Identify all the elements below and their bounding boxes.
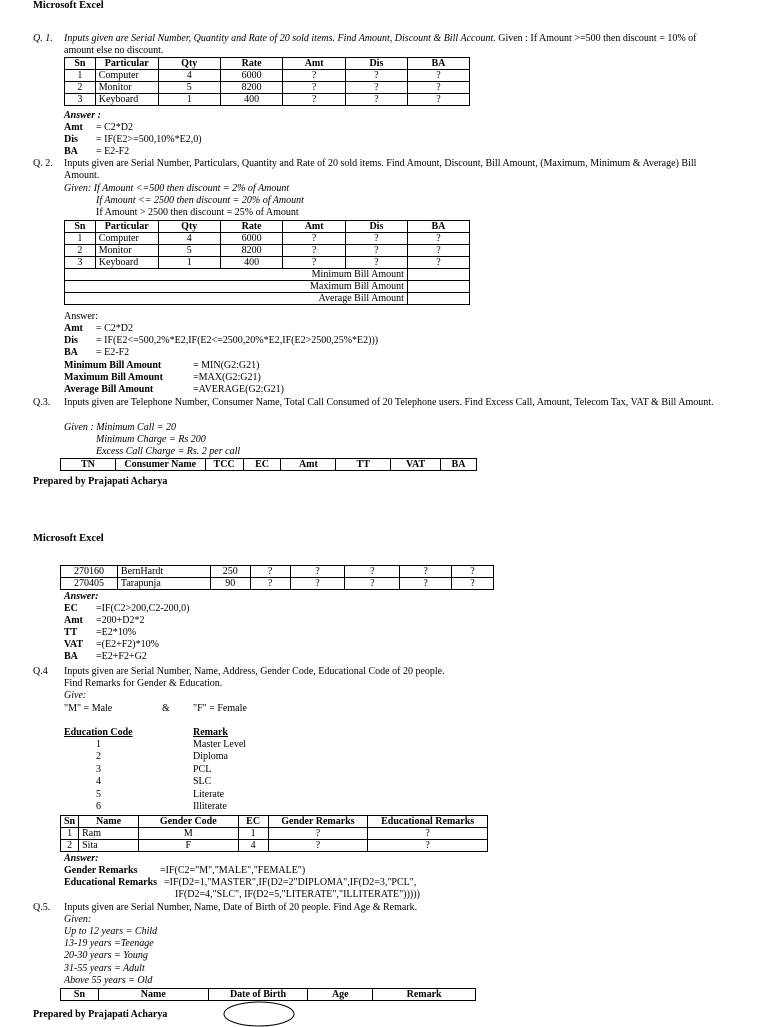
q1-cell: ?	[283, 94, 345, 106]
q1-answer-label: Answer :	[64, 110, 101, 121]
q5-header-cell: Remark	[373, 989, 476, 1001]
q5-given: Given:	[64, 914, 92, 925]
q1-cell: Computer	[95, 70, 158, 82]
q4-header-cell: EC	[238, 816, 268, 828]
q3-given-1: Given : Minimum Call = 20	[64, 422, 177, 433]
q4-code: 3	[96, 763, 101, 775]
q3-cell: 90	[210, 578, 250, 590]
q5-header-cell: Age	[308, 989, 373, 1001]
q2-cell: ?	[283, 257, 345, 269]
q1-text: Inputs given are Serial Number, Quantity and Rate of 20 sold items. Find Amount, Discount & Bill Account. Given : If Amount >=500 then discount = 10% of amount else no discount.	[64, 33, 697, 56]
q1-header-cell: Amt	[283, 58, 345, 70]
q2-cell: Monitor	[95, 245, 158, 257]
q2-text: Inputs given are Serial Number, Particulars, Quantity and Rate of 20 sold items. Find Amount, Discount, Bill Amount, (Maximum, Minimum & Average) Bill Amount.	[64, 158, 697, 181]
q4-edu-formula-2: IF(D2=4,"SLC", IF(D2=5,"LITERATE","ILLITERATE")))))	[175, 889, 420, 900]
q4-table-row	[61, 840, 488, 852]
q4-edu-formula-1: =IF(D2=1,"MASTER",IF(D2=2"DIPLOMA",IF(D2=3,"PCL",	[164, 877, 417, 888]
q1-answer-key: BA	[64, 146, 78, 157]
q1-cell: ?	[345, 70, 407, 82]
q2-given-2: If Amount <= 2500 then discount = 20% of Amount	[96, 195, 304, 206]
q3-answer-formula: =(E2+F2)*10%	[96, 639, 159, 650]
q5-given-line: 13-19 years =Teenage	[64, 938, 154, 950]
q5-given-line: Above 55 years = Old	[64, 974, 153, 986]
q5-given-line: 31-55 years = Adult	[64, 962, 145, 974]
q4-header-cell: Educational Remarks	[368, 816, 488, 828]
q4-cell: 1	[238, 828, 268, 840]
q3-cell: ?	[345, 578, 400, 590]
q4-table	[60, 815, 488, 852]
q2-header-cell: Qty	[158, 221, 220, 233]
q3-answer-formula: =IF(C2>200,C2-200,0)	[96, 603, 190, 614]
q1-cell: ?	[345, 82, 407, 94]
q2-header-cell: BA	[407, 221, 469, 233]
q3-cell: ?	[290, 566, 345, 578]
q4-cell: ?	[368, 828, 488, 840]
q4-code: 2	[96, 751, 101, 763]
q2-table-row	[65, 233, 470, 245]
q5-given-line: Up to 12 years = Child	[64, 926, 158, 937]
q1-cell: ?	[283, 70, 345, 82]
q4-cell: Sita	[79, 840, 139, 852]
q2-cell: ?	[345, 245, 407, 257]
q1-table-row	[65, 82, 470, 94]
q4-table-row	[61, 828, 488, 840]
q5-text: Inputs given are Serial Number, Name, Date of Birth of 20 people. Find Age & Remark.	[64, 902, 418, 913]
q4-cell: Ram	[79, 828, 139, 840]
q1-cell: ?	[407, 70, 469, 82]
q1-answer-formula: = IF(E2>=500,10%*E2,0)	[96, 134, 202, 145]
q4-number: Q.4	[33, 666, 48, 677]
q4-code-remark: PCL	[193, 763, 212, 775]
q2-cell: Keyboard	[95, 257, 158, 269]
q2-summary-row	[65, 293, 470, 305]
q3-answer-label: Answer:	[64, 591, 99, 602]
q4-header-cell: Gender Remarks	[268, 816, 368, 828]
q3-text: Inputs given are Telephone Number, Consumer Name, Total Call Consumed of 20 Telephone users. Find Excess Call, Amount, Telecom Tax, VAT & Bill Amount.	[64, 397, 714, 408]
q2-header-cell: Dis	[345, 221, 407, 233]
q3-header-cell: BA	[441, 459, 477, 471]
q4-edu-code-heading: Education Code	[64, 727, 133, 738]
q4-cell: 2	[61, 840, 79, 852]
q3-cell: ?	[290, 578, 345, 590]
q4-cell: 1	[61, 828, 79, 840]
q4-gender-formula: =IF(C2="M","MALE","FEMALE")	[160, 865, 306, 876]
q3-cell: ?	[250, 578, 290, 590]
q1-table	[64, 57, 470, 106]
q5-header-cell: Name	[98, 989, 208, 1001]
q1-cell: 3	[65, 94, 96, 106]
q1-header-cell: Qty	[158, 58, 220, 70]
q2-given-3: If Amount > 2500 then discount = 25% of Amount	[96, 207, 299, 218]
q3-cell: ?	[452, 578, 494, 590]
q2-summary-label: Average Bill Amount	[65, 293, 408, 305]
q3-answer-formula: =E2+F2+G2	[96, 651, 147, 662]
q3-table-row	[61, 566, 494, 578]
q3-data-table	[60, 565, 494, 590]
q1-cell: 4	[158, 70, 220, 82]
q1-header-cell: BA	[407, 58, 469, 70]
q4-code-remark: Master Level	[193, 739, 247, 750]
q4-code: 4	[96, 776, 101, 788]
q4-code-remark: Illiterate	[193, 801, 227, 812]
q4-header-cell: Name	[79, 816, 139, 828]
oval-shape	[222, 997, 296, 1027]
q2-cell: ?	[283, 245, 345, 257]
q2-answer-key: BA	[64, 347, 78, 358]
q5-given-line: 20-30 years = Young	[64, 950, 148, 962]
q1-cell: 8200	[220, 82, 283, 94]
q1-table-row	[65, 70, 470, 82]
q2-answer-formula: = IF(E2<=500,2%*E2,IF(E2<=2500,20%*E2,IF(E2>2500,25%*E2)))	[96, 335, 379, 346]
q3-header-cell: Consumer Name	[115, 459, 205, 471]
q5-number: Q.5.	[33, 902, 51, 913]
q2-cell: ?	[407, 245, 469, 257]
q4-code-remark: Diploma	[193, 751, 228, 763]
q2-cell: 2	[65, 245, 96, 257]
q4-text-2: Find Remarks for Gender & Education.	[64, 678, 223, 689]
q1-answer-formula: = E2-F2	[96, 146, 130, 157]
q4-edu-key: Educational Remarks	[64, 877, 158, 888]
q3-answer-key: TT	[64, 627, 78, 638]
q2-table-row	[65, 257, 470, 269]
q4-cell: M	[138, 828, 238, 840]
q2-summary-row	[65, 269, 470, 281]
q2-cell: Computer	[95, 233, 158, 245]
q4-cell: F	[138, 840, 238, 852]
q1-cell: 1	[65, 70, 96, 82]
q2-cell: ?	[283, 233, 345, 245]
q2-table-row	[65, 245, 470, 257]
q4-cell: ?	[268, 840, 368, 852]
q3-header-cell: TCC	[205, 459, 243, 471]
q3-header-cell: TN	[61, 459, 116, 471]
q2-cell: 6000	[220, 233, 283, 245]
q1-table-row	[65, 94, 470, 106]
q4-cell: ?	[368, 840, 488, 852]
q2-stat-answer-key: Minimum Bill Amount	[64, 360, 162, 371]
q3-given-2: Minimum Charge = Rs 200	[96, 434, 206, 445]
q1-answer-key: Amt	[64, 122, 83, 133]
q4-code-remark: SLC	[193, 776, 212, 788]
q2-cell: 1	[158, 257, 220, 269]
q4-code-remark: Literate	[193, 788, 225, 800]
q2-stat-answer-key: Average Bill Amount	[64, 384, 154, 395]
q2-table	[64, 220, 470, 305]
q2-answer-key: Amt	[64, 323, 83, 334]
q2-summary-value	[407, 281, 469, 293]
q1-cell: ?	[283, 82, 345, 94]
q2-stat-answer-formula: =MAX(G2:G21)	[193, 372, 261, 383]
q3-table-row	[61, 578, 494, 590]
q3-cell: ?	[400, 578, 452, 590]
q1-cell: ?	[345, 94, 407, 106]
q3-answer-key: EC	[64, 603, 78, 614]
q2-summary-value	[407, 269, 469, 281]
q2-cell: 400	[220, 257, 283, 269]
q3-answer-key: BA	[64, 651, 78, 662]
q5-header-cell: Sn	[61, 989, 99, 1001]
q1-number: Q. 1.	[33, 33, 53, 44]
page-header: Microsoft Excel	[33, 0, 104, 11]
q1-cell: ?	[407, 94, 469, 106]
page-header-2: Microsoft Excel	[33, 533, 104, 544]
q1-header-cell: Rate	[220, 58, 283, 70]
q4-give: Give:	[64, 690, 87, 701]
q1-cell: Keyboard	[95, 94, 158, 106]
q2-stat-answer-formula: = MIN(G2:G21)	[193, 360, 260, 371]
q1-header-cell: Sn	[65, 58, 96, 70]
q2-given-1: Given: If Amount <=500 then discount = 2% of Amount	[64, 183, 290, 194]
q4-female: "F" = Female	[193, 703, 247, 714]
q4-cell: ?	[268, 828, 368, 840]
q4-remark-heading: Remark	[193, 727, 228, 738]
q2-cell: 3	[65, 257, 96, 269]
q3-cell: Tarapunja	[117, 578, 210, 590]
q4-cell: 4	[238, 840, 268, 852]
q1-cell: Monitor	[95, 82, 158, 94]
q3-cell: ?	[452, 566, 494, 578]
q2-answer-formula: = C2*D2	[96, 323, 134, 334]
q2-summary-label: Maximum Bill Amount	[65, 281, 408, 293]
q2-stat-answer-formula: =AVERAGE(G2:G21)	[193, 384, 285, 395]
q1-answer-formula: = C2*D2	[96, 122, 134, 133]
q1-cell: 2	[65, 82, 96, 94]
page-footer: Prepared by Prajapati Acharya	[33, 476, 168, 487]
q3-header-cell: Amt	[281, 459, 336, 471]
q5-header-cell: Date of Birth	[208, 989, 308, 1001]
q4-male: "M" = Male	[64, 703, 113, 714]
q2-cell: 8200	[220, 245, 283, 257]
q3-cell: 270405	[61, 578, 118, 590]
q2-cell: ?	[345, 233, 407, 245]
q2-cell: ?	[407, 233, 469, 245]
q3-header-cell: VAT	[391, 459, 441, 471]
q3-answer-key: VAT	[64, 639, 84, 650]
q3-answer-formula: =200+D2*2	[96, 615, 145, 626]
q2-summary-value	[407, 293, 469, 305]
q2-answer-key: Dis	[64, 335, 78, 346]
q2-cell: 4	[158, 233, 220, 245]
q4-text-1: Inputs given are Serial Number, Name, Address, Gender Code, Educational Code of 20 people.	[64, 666, 445, 677]
q2-header-cell: Particular	[95, 221, 158, 233]
q3-answer-key: Amt	[64, 615, 83, 626]
q3-header-table	[60, 458, 477, 471]
q2-answer-label: Answer:	[64, 311, 98, 322]
q4-code: 6	[96, 801, 101, 812]
q2-header-cell: Amt	[283, 221, 345, 233]
page-footer-2: Prepared by Prajapati Acharya	[33, 1009, 168, 1020]
q2-cell: 5	[158, 245, 220, 257]
q1-cell: 6000	[220, 70, 283, 82]
q1-cell: 1	[158, 94, 220, 106]
q3-given-3: Excess Call Charge = Rs. 2 per call	[96, 446, 241, 457]
q2-header-cell: Sn	[65, 221, 96, 233]
q2-cell: ?	[407, 257, 469, 269]
q3-cell: 270160	[61, 566, 118, 578]
q2-header-cell: Rate	[220, 221, 283, 233]
q2-cell: ?	[345, 257, 407, 269]
q2-cell: 1	[65, 233, 96, 245]
q4-answer-label: Answer:	[64, 853, 99, 864]
q2-answer-formula: = E2-F2	[96, 347, 130, 358]
q4-gender-key: Gender Remarks	[64, 865, 138, 876]
q3-cell: ?	[250, 566, 290, 578]
q3-number: Q.3.	[33, 397, 51, 408]
q3-header-cell: EC	[243, 459, 281, 471]
q2-summary-row	[65, 281, 470, 293]
q4-code: 1	[96, 739, 101, 750]
q1-cell: 400	[220, 94, 283, 106]
q4-amp: &	[162, 703, 170, 714]
q3-header-cell: TT	[336, 459, 391, 471]
q2-number: Q. 2.	[33, 158, 53, 169]
q1-cell: ?	[407, 82, 469, 94]
q4-header-cell: Sn	[61, 816, 79, 828]
q3-cell: ?	[345, 566, 400, 578]
q3-cell: ?	[400, 566, 452, 578]
q3-answer-formula: =E2*10%	[96, 627, 137, 638]
q2-stat-answer-key: Maximum Bill Amount	[64, 372, 163, 383]
q4-code: 5	[96, 788, 101, 800]
q2-summary-label: Minimum Bill Amount	[65, 269, 408, 281]
q4-header-cell: Gender Code	[138, 816, 238, 828]
q1-header-cell: Particular	[95, 58, 158, 70]
q1-answer-key: Dis	[64, 134, 78, 145]
q1-cell: 5	[158, 82, 220, 94]
q1-header-cell: Dis	[345, 58, 407, 70]
q3-cell: BernHardt	[117, 566, 210, 578]
q3-cell: 250	[210, 566, 250, 578]
